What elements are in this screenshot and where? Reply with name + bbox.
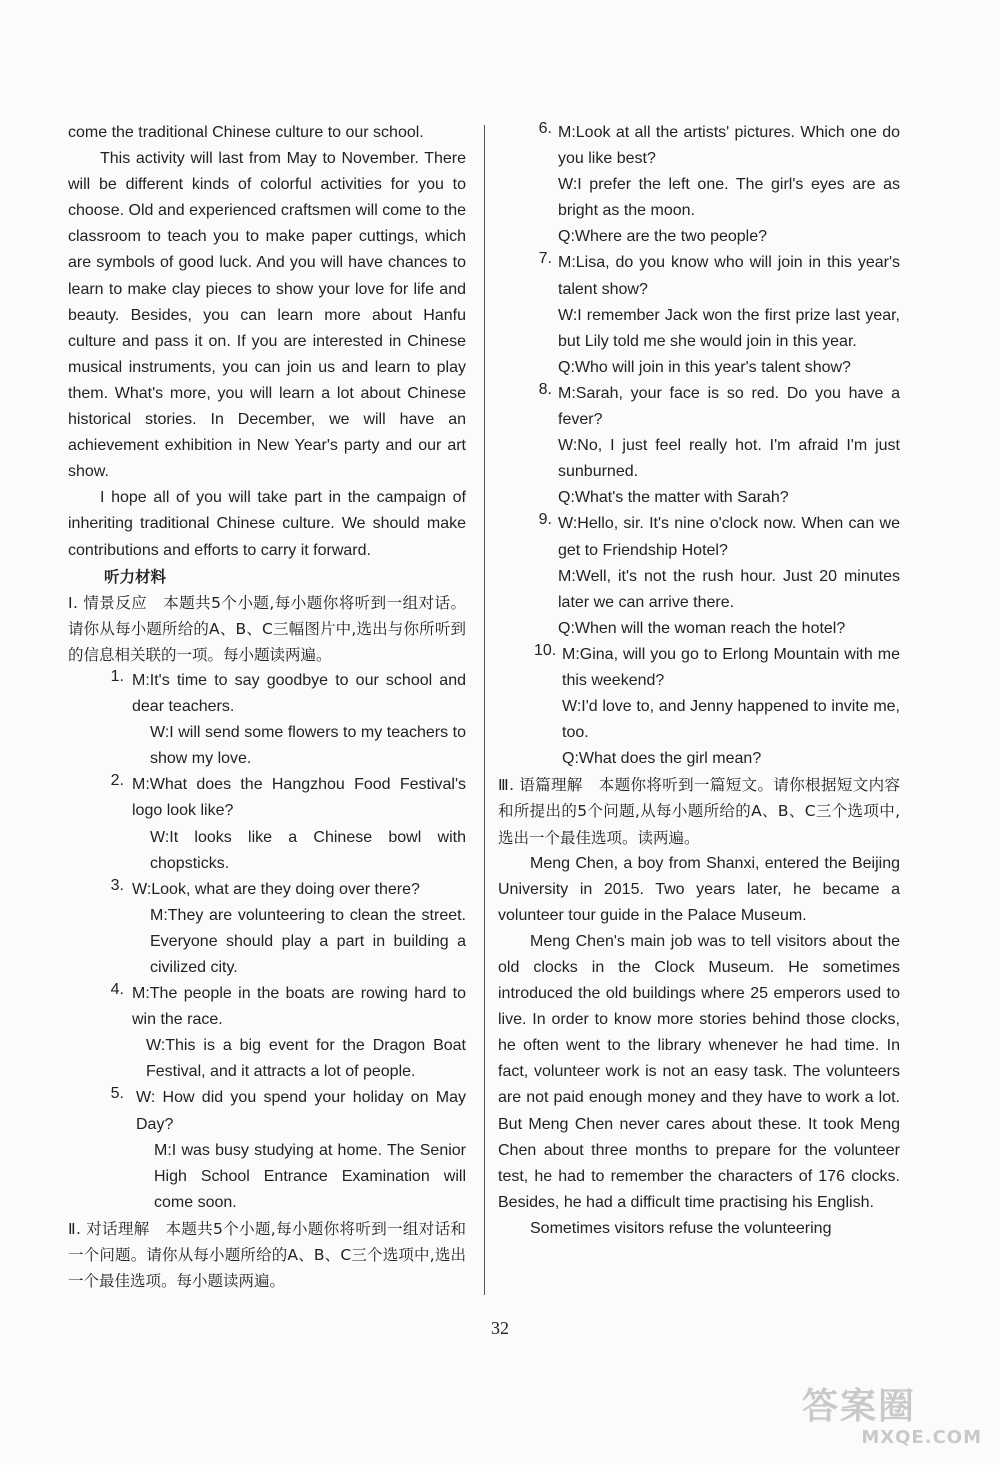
speaker-line: M:Look at all the artists' pictures. Which one do you like best? [558,124,900,168]
dialogue-lines [124,981,466,1085]
speaker-line: W:This is a big event for the Dragon Boat Festival, and it attracts a lot of people. [146,1037,466,1081]
passage-paragraph: Meng Chen, a boy from Shanxi, entered the Beijing University in 2015. Two years later, he became a volunteer tour guide in the Palace Museum. [498,854,900,924]
passage-paragraph: Sometimes visitors refuse the volunteering [530,1219,832,1237]
item-number: 8. [538,380,552,398]
speaker-line: M:I was busy studying at home. The Senior High School Entrance Examination will come soon. [154,1141,466,1211]
speaker-line: W:Hello, sir. It's nine o'clock now. When can we get to Friendship Hotel? [558,515,900,559]
left-column [68,120,466,1294]
page-number: 32 [491,1318,509,1338]
speaker-line: M:They are volunteering to clean the street. Everyone should play a part in building a civilized city. [150,906,466,976]
item-number: 2. [110,772,124,790]
watermark-url: MXQE.COM [861,1427,982,1448]
dialogue-item [498,642,900,772]
dialogue-lines [124,772,466,876]
dialogue-lines [552,250,900,380]
column-divider [484,125,485,1295]
speaker-line: W:I prefer the left one. The girl's eyes are as bright as the moon. [558,176,900,220]
question-line: Q:Where are the two people? [558,228,768,246]
speaker-line: M:What does the Hangzhou Food Festival's logo look like? [132,776,466,820]
dialogue-item [68,772,466,876]
dialogue-lines [124,877,466,981]
dialogue-lines [552,511,900,641]
paragraph-activity: This activity will last from May to November. There will be different kinds of colorful activities for you to choose. Old and experienced craftsmen will come to the classroom to teach you to make paper cuttings, which are symbols of good luck. And you will have chances to learn to make clay pieces to show your love for life and beauty. Besides, you can learn more about Hanfu culture and pass it on. If you are interested in Chinese musical instruments, you can join us and learn to play them. What's more, you will learn a lot about Chinese historical stories. In December, we will have an achievement exhibition in New Year's party and our art show. [68,150,466,481]
dialogue-item [68,1085,466,1215]
paragraph-continued: come the traditional Chinese culture to our school. [68,124,424,141]
dialogue-item [498,120,900,250]
dialogue-lines [124,668,466,772]
speaker-line: W:I'd love to, and Jenny happened to invite me, too. [562,698,900,742]
dialogue-lines [556,642,900,772]
section-1-instructions: Ⅰ. 情景反应 本题共5个小题,每小题你将听到一组对话。请你从每小题所给的A、B、C三幅图片中,选出与你所听到的信息相关联的一项。每小题读两遍。 [68,593,466,664]
watermark-logo [802,1387,982,1453]
speaker-line: W:It looks like a Chinese bowl with chopsticks. [150,828,466,872]
dialogue-lines [124,1085,466,1215]
speaker-line: M:Sarah, your face is so red. Do you have a fever? [558,384,900,429]
item-number: 1. [110,667,124,685]
question-line: Q:Who will join in this year's talent show? [558,358,851,376]
item-number: 7. [538,250,552,268]
dialogue-item [68,668,466,772]
item-number: 5. [110,1085,124,1103]
section-2-instructions: Ⅱ. 对话理解 本题共5个小题,每小题你将听到一组对话和一个问题。请你从每小题所给的A、B、C三个选项中,选出一个最佳选项。每小题读两遍。 [68,1219,466,1291]
item-number: 4. [110,981,124,999]
paragraph-closing: I hope all of you will take part in the campaign of inheriting traditional Chinese culture. We should make contributions and efforts to carry it forward. [68,489,466,559]
speaker-line: M:Gina, will you go to Erlong Mountain with me this weekend? [562,645,900,689]
dialogue-item [68,877,466,981]
section-3-instructions: Ⅲ. 语篇理解 本题你将听到一篇短文。请你根据短文内容和所提出的5个问题,从每小题所给的A、B、C三个选项中,选出一个最佳选项。读两遍。 [498,776,900,847]
speaker-line: W:No, I just feel really hot. I'm afraid I'm just sunburned. [558,437,900,481]
speaker-line: W:Look, what are they doing over there? [132,880,420,898]
passage-paragraph: Meng Chen's main job was to tell visitors about the old clocks in the Clock Museum. He sometimes introduced the old buildings where 25 emperors used to live. In order to know more stories behind those clocks, he often went to the library whenever he had time. In fact, volunteer work is not an easy task. The volunteers are not paid enough money and they have to work a lot. But Meng Chen never cares about these. It took Meng Chen about three months to prepare for the volunteer test, he had to remember the characters of 176 clocks. Besides, he had a difficult time practising his English. [498,932,900,1211]
speaker-line: W:I will send some flowers to my teachers to show my love. [150,724,466,768]
item-number: 6. [538,120,552,137]
speaker-line: M:Lisa, do you know who will join in this year's talent show? [558,254,900,298]
speaker-line: M:It's time to say goodbye to our school and dear teachers. [132,671,466,716]
listening-material-heading: 听力材料 [104,567,167,586]
dialogue-item [498,511,900,641]
item-number: 3. [110,876,124,894]
item-number: 9. [538,511,552,529]
speaker-line: M:Well, it's not the rush hour. Just 20 minutes later we can arrive there. [558,567,900,611]
speaker-line: W:I remember Jack won the first prize last year, but Lily told me she would join in this year. [558,306,900,350]
right-column [498,120,900,1242]
speaker-line: M:The people in the boats are rowing hard to win the race. [132,985,466,1029]
dialogue-lines [552,381,900,511]
question-line: Q:When will the woman reach the hotel? [558,619,846,637]
dialogue-item [498,250,900,380]
dialogue-item [498,381,900,511]
question-line: Q:What's the matter with Sarah? [558,489,789,507]
speaker-line: W: How did you spend your holiday on May Day? [136,1089,466,1133]
dialogue-lines [552,120,900,250]
dialogue-item [68,981,466,1085]
item-number: 10. [534,641,557,659]
question-line: Q:What does the girl mean? [562,750,762,768]
watermark-text: 答案圈 [802,1386,917,1427]
